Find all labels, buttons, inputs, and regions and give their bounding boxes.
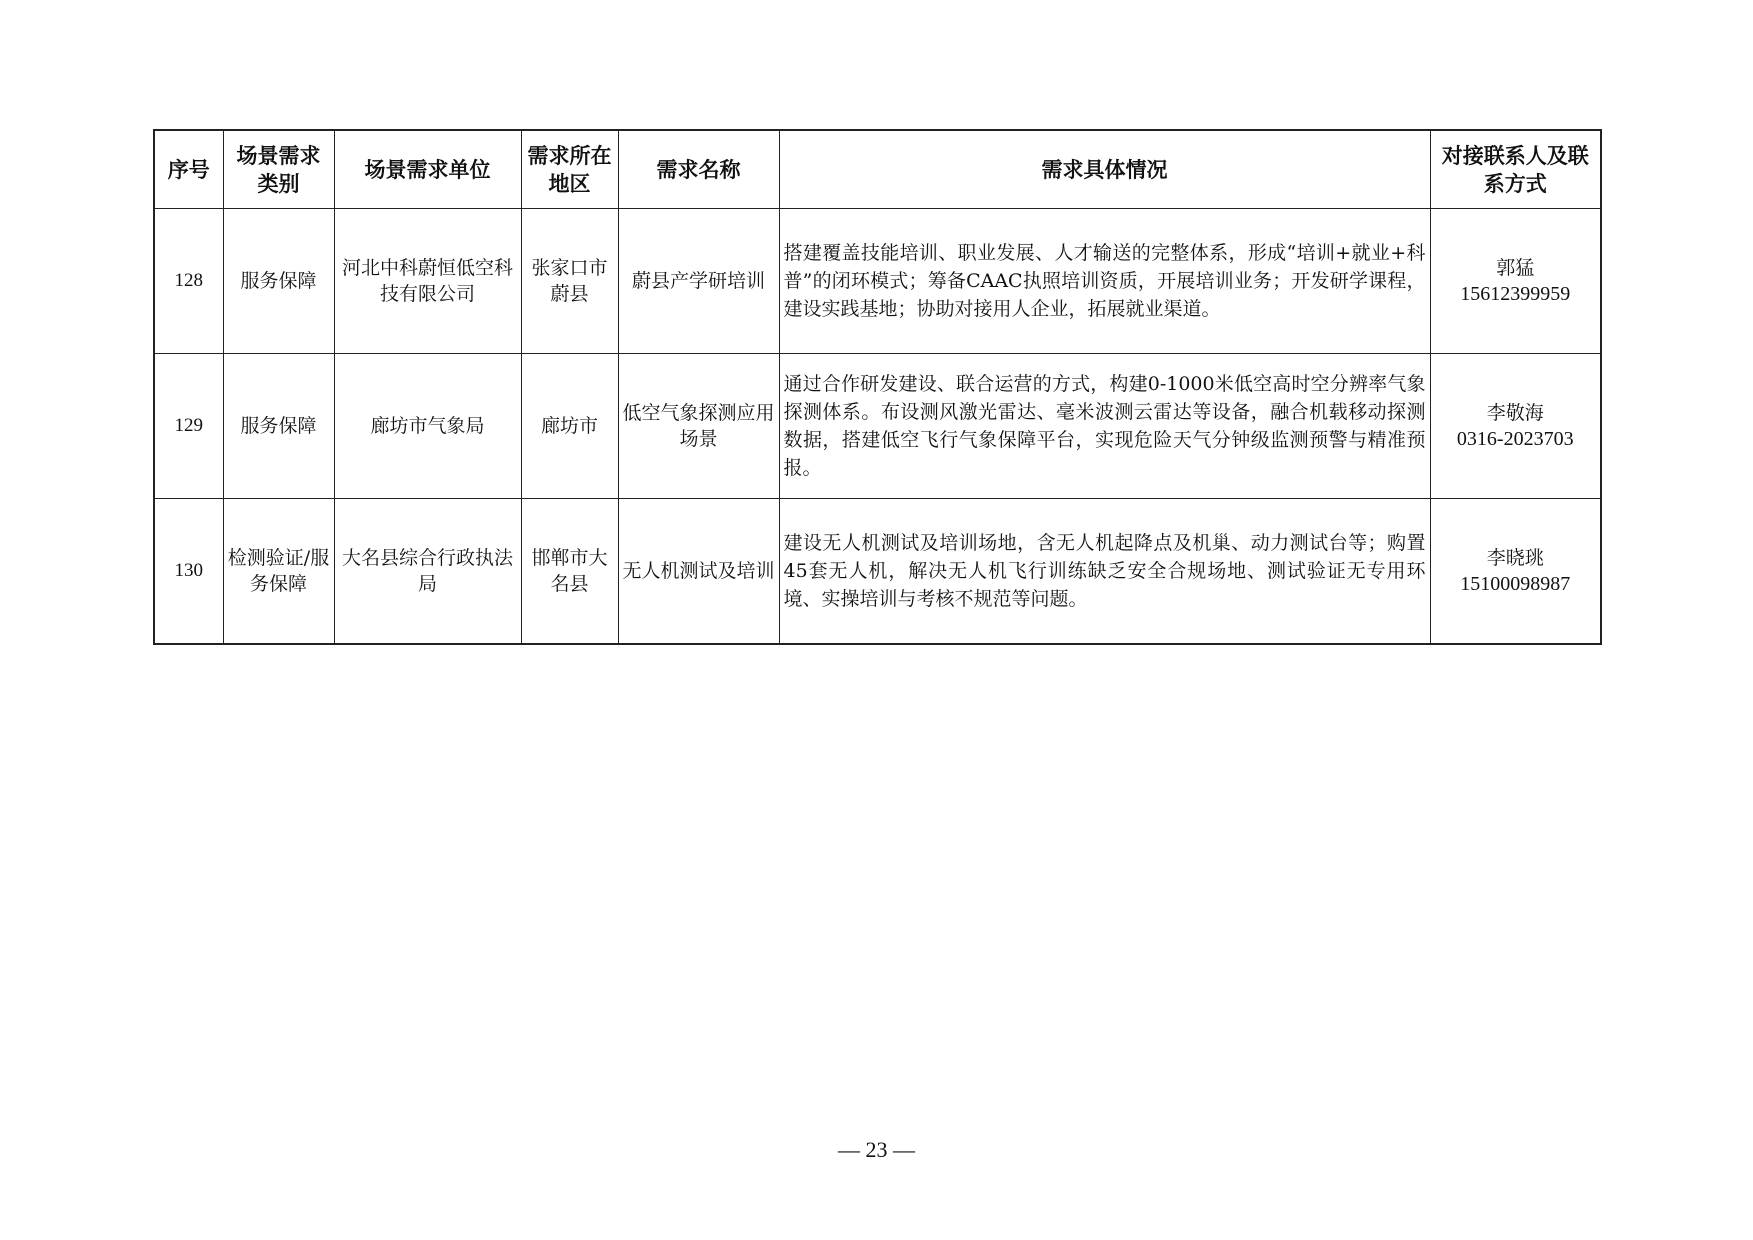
- row-unit: 大名县综合行政执法局: [334, 499, 521, 645]
- row-contact: [1430, 354, 1601, 499]
- row-region: 廊坊市: [521, 354, 618, 499]
- row-region: 邯郸市大名县: [521, 499, 618, 645]
- table-row: [154, 209, 1601, 354]
- row-contact: [1430, 499, 1601, 645]
- row-detail: 建设无人机测试及培训场地，含无人机起降点及机巢、动力测试台等；购置45套无人机，解决无人机飞行训练缺乏安全合规场地、测试验证无专用环境、实操培训与考核不规范等问题。: [779, 499, 1430, 645]
- row-name: 低空气象探测应用场景: [618, 354, 779, 499]
- header-no: 序号: [154, 130, 223, 209]
- row-no: 129: [154, 354, 223, 499]
- demand-table: [153, 129, 1602, 645]
- table-row: [154, 354, 1601, 499]
- contact-phone: 0316-2023703: [1456, 428, 1574, 450]
- row-detail: 搭建覆盖技能培训、职业发展、人才输送的完整体系，形成“培训+就业+科普”的闭环模式；筹备CAAC执照培训资质，开展培训业务；开发研学课程，建设实践基地；协助对接用人企业，拓展就业渠道。: [779, 209, 1430, 354]
- header-detail: 需求具体情况: [779, 130, 1430, 209]
- row-region: 张家口市蔚县: [521, 209, 618, 354]
- header-contact: 对接联系人及联系方式: [1430, 130, 1601, 209]
- contact-name: 李晓珧: [1486, 547, 1544, 569]
- header-category: 场景需求类别: [223, 130, 334, 209]
- row-unit: 河北中科蔚恒低空科技有限公司: [334, 209, 521, 354]
- table-row: [154, 499, 1601, 645]
- contact-phone: 15100098987: [1460, 573, 1571, 595]
- row-name: 无人机测试及培训: [618, 499, 779, 645]
- row-category: 服务保障: [223, 209, 334, 354]
- row-no: 130: [154, 499, 223, 645]
- page-number: — 23 —: [838, 1137, 915, 1162]
- row-no: 128: [154, 209, 223, 354]
- contact-name: 郭猛: [1496, 257, 1535, 279]
- header-name: 需求名称: [618, 130, 779, 209]
- contact-name: 李敬海: [1486, 402, 1544, 424]
- header-row: [154, 130, 1601, 209]
- contact-phone: 15612399959: [1460, 283, 1571, 305]
- row-detail: 通过合作研发建设、联合运营的方式，构建0-1000米低空高时空分辨率气象探测体系。布设测风激光雷达、毫米波测云雷达等设备，融合机载移动探测数据，搭建低空飞行气象保障平台，实现危险天气分钟级监测预警与精准预报。: [779, 354, 1430, 499]
- header-region: 需求所在地区: [521, 130, 618, 209]
- row-name: 蔚县产学研培训: [618, 209, 779, 354]
- header-unit: 场景需求单位: [334, 130, 521, 209]
- row-category: 检测验证/服务保障: [223, 499, 334, 645]
- row-contact: [1430, 209, 1601, 354]
- row-unit: 廊坊市气象局: [334, 354, 521, 499]
- row-category: 服务保障: [223, 354, 334, 499]
